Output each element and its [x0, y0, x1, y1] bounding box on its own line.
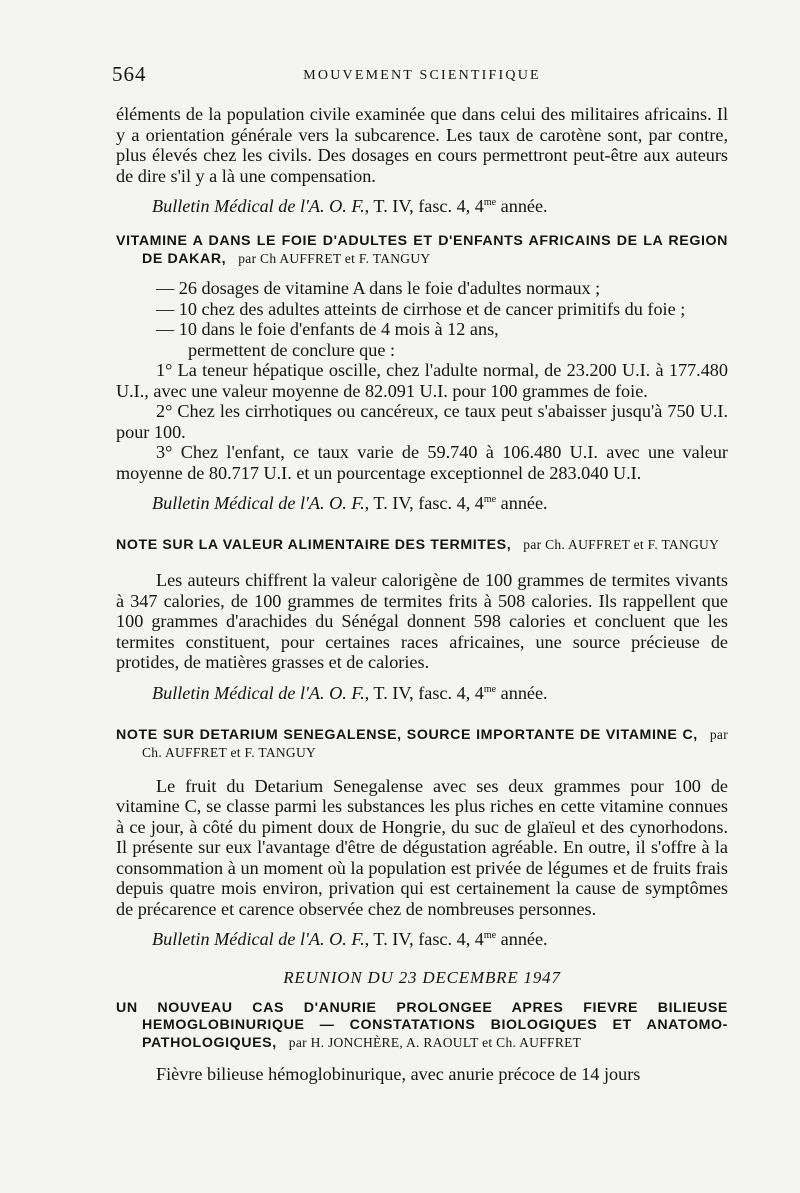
citation-journal: Bulletin Médical de l'A. O. F.	[152, 929, 365, 950]
article2-citation	[152, 679, 728, 704]
citation-journal: Bulletin Médical de l'A. O. F.	[152, 493, 365, 514]
page-number: 564	[112, 62, 147, 86]
page-content	[116, 104, 728, 1085]
citation-sup: me	[483, 197, 497, 208]
citation-journal: Bulletin Médical de l'A. O. F.	[152, 196, 365, 217]
detarium-paragraph: Le fruit du Detarium Senegalense avec ses deux grammes pour 100 de vitamine C, se classe parmi les substances les plus riches en cette vitamine connues à ce jour, à côté du piment doux de Hongrie, du suc de glaïeul et des cynorhodons. Il présente sur eux l'avantage d'être de dégustation agréable. En outre, il s'offre à la consommation à un moment où la population est privée de légumes et de fruits frais depuis quatre mois environ, privation qui est certainement la cause de symptômes de précarence et carence observée chez de nombreuses personnes.	[116, 775, 728, 919]
intro-paragraph: éléments de la population civile examinée que dans celui des militaires africains. Il y a orientation générale vers la subcarence. Les taux de carotène sont, par contre, plus élevés chez les civils. Des dosages en cours permettront peut-être aux auteurs de dire s'il y a là une compensation.	[116, 104, 728, 186]
page-header	[112, 62, 732, 88]
article3-citation	[152, 925, 728, 950]
finding-1: 1° La teneur hépatique oscille, chez l'adulte normal, de 23.200 U.I. à 177.480 U.I., avec une valeur moyenne de 82.091 U.I. pour 100 grammes de foie.	[116, 360, 728, 401]
finding-3: 3° Chez l'enfant, ce taux varie de 59.740 à 106.480 U.I. avec une valeur moyenne de 80.717 U.I. et un pourcentage exceptionnel de 283.040 U.I.	[116, 442, 728, 483]
article-title-termites	[116, 536, 728, 554]
dash-item-2: — 10 chez des adultes atteints de cirrhose et de cancer primitifs du foie ;	[156, 298, 686, 319]
citation-sup: me	[483, 494, 497, 506]
article-title-anurie	[116, 1000, 728, 1052]
article-authors: par H. JONCHÈRE, A. RAOULT et Ch. AUFFRET	[288, 1035, 582, 1051]
dash-item-1: — 26 dosages de vitamine A dans le foie d'adultes normaux ;	[156, 278, 601, 299]
citation-journal: Bulletin Médical de l'A. O. F.	[152, 682, 365, 703]
article-authors: par Ch. AUFFRET et F. TANGUY	[142, 726, 728, 760]
citation-sup: me	[483, 930, 497, 942]
article-title-text: NOTE SUR DETARIUM SENEGALENSE, SOURCE IMPORTANTE DE VITAMINE C,	[116, 726, 698, 743]
citation-details: , T. IV, fasc. 4, 4	[364, 929, 484, 950]
anurie-paragraph: Fièvre bilieuse hémoglobinurique, avec anurie précoce de 14 jours	[156, 1064, 641, 1085]
termites-paragraph: Les auteurs chiffrent la valeur calorigène de 100 grammes de termites vivants à 347 calories, de 100 grammes de termites frits à 508 calories. Ils rappellent que 100 grammes d'arachides du Sénégal donnent 598 calories et concluent que les termites constituent, pour certaines races africaines, une source précieuse de protides, de matières grasses et de calories.	[116, 570, 728, 673]
citation-end: année.	[496, 682, 548, 703]
article-authors: par Ch AUFFRET et F. TANGUY	[238, 251, 431, 267]
article-title-text: UN NOUVEAU CAS D'ANURIE PROLONGEE APRES FIEVRE BILIEUSE HEMOGLOBINURIQUE — CONSTATATIONS BIOLOGIQUES ET ANATOMO-PATHOLOGIQUES,	[116, 1000, 728, 1052]
finding-2: 2° Chez les cirrhotiques ou cancéreux, ce taux peut s'abaisser jusqu'à 750 U.I. pour 100.	[116, 401, 728, 442]
article-title-text: NOTE SUR LA VALEUR ALIMENTAIRE DES TERMITES,	[116, 537, 512, 554]
citation-end: année.	[496, 493, 548, 514]
article1-citation	[152, 489, 728, 514]
article-title-detarium	[116, 726, 728, 762]
citation-details: , T. IV, fasc. 4, 4	[364, 196, 484, 217]
article-authors: par Ch. AUFFRET et F. TANGUY	[523, 537, 720, 553]
article-title-text: VITAMINE A DANS LE FOIE D'ADULTES ET D'ENFANTS AFRICAINS DE LA REGION DE DAKAR,	[116, 233, 728, 268]
intro-citation	[152, 192, 728, 217]
dash-item-3: — 10 dans le foie d'enfants de 4 mois à 12 ans,	[156, 319, 499, 340]
citation-sup: me	[483, 683, 497, 695]
article-title-vitamine-a	[116, 233, 728, 268]
citation-end: année.	[496, 929, 548, 950]
meeting-heading: REUNION DU 23 DECEMBRE 1947	[283, 968, 561, 988]
conclusion-lead: permettent de conclure que :	[188, 339, 396, 360]
citation-details: , T. IV, fasc. 4, 4	[364, 682, 484, 703]
running-title: MOUVEMENT SCIENTIFIQUE	[303, 68, 541, 83]
citation-details: , T. IV, fasc. 4, 4	[364, 493, 484, 514]
citation-end: année.	[496, 196, 548, 217]
